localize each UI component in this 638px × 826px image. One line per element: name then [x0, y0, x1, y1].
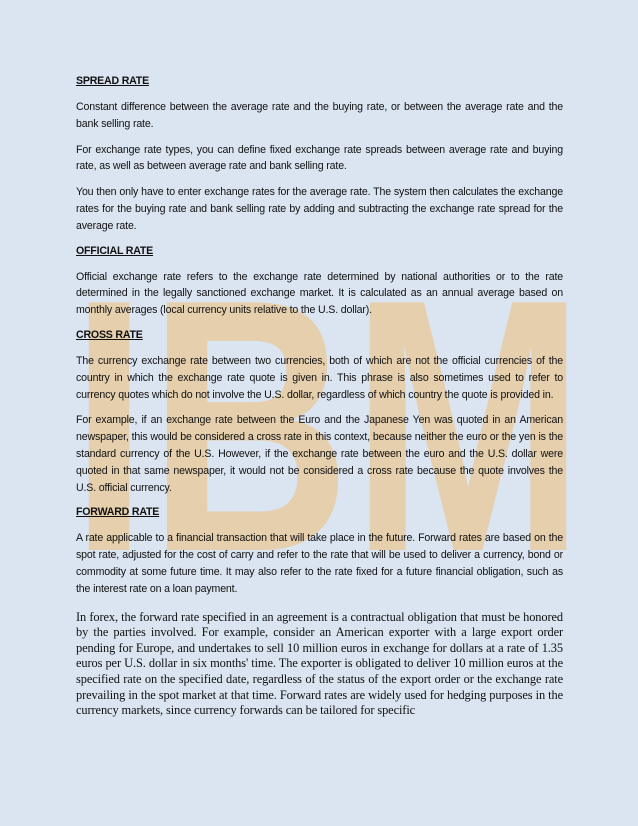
cross-rate-paragraph-2: For example, if an exchange rate between the Euro and the Japanese Yen was quoted in an American newspaper, this would be considered a cross rate in this context, because neither the euro or the yen is the standard currency of the U.S. However, if the exchange rate between the euro and the U.S. dollar were quoted in that same newspaper, it would not be considered a cross rate because the quote involves the U.S. official currency.: [76, 414, 563, 494]
section-spread-rate: [76, 74, 563, 235]
cross-rate-paragraph-1: The currency exchange rate between two currencies, both of which are not the official currencies of the country in which the exchange rate quote is given in. This phrase is also sometimes used to refer to currency quotes which do not involve the U.S. dollar, regardless of which country the quote is provided in.: [76, 354, 563, 401]
section-forward-rate: [76, 505, 563, 718]
spread-rate-paragraph-3: You then only have to enter exchange rates for the average rate. The system then calculates the exchange rates for the buying rate and bank selling rate by adding and subtracting the exchange rate spread for the average rate.: [76, 186, 563, 232]
official-rate-heading: OFFICIAL RATE: [76, 244, 154, 257]
section-cross-rate: [76, 328, 563, 496]
cross-rate-heading: CROSS RATE: [76, 328, 143, 341]
spread-rate-paragraph-1: Constant difference between the average rate and the buying rate, or between the average rate and the bank selling rate.: [76, 101, 563, 130]
official-rate-paragraph-1: Official exchange rate refers to the exchange rate determined by national authorities or to the rate determined in the legally sanctioned exchange market. It is calculated as an annual average based on monthly averages (local currency units relative to the U.S. dollar).: [76, 270, 563, 317]
forward-rate-paragraph-2: In forex, the forward rate specified in an agreement is a contractual obligation that must be honored by the parties involved. For example, consider an American exporter with a large export order pending for Europe, and undertakes to sell 10 million euros in exchange for dollars at a rate of 1.35 euros per U.S. dollar in six months' time. The exporter is obligated to deliver 10 million euros at the specified rate on the specified date, regardless of the status of the export order or the exchange rate prevailing in the spot market at that time. Forward rates are widely used for hedging purposes in the currency markets, since currency forwards can be tailored for specific: [76, 609, 563, 718]
spread-rate-paragraph-2: For exchange rate types, you can define fixed exchange rate spreads between average rate and buying rate, as well as between average rate and bank selling rate.: [76, 143, 563, 173]
forward-rate-heading: FORWARD RATE: [76, 506, 160, 519]
section-official-rate: [76, 244, 563, 319]
forward-rate-paragraph-1: A rate applicable to a financial transaction that will take place in the future. Forward rates are based on the spot rate, adjusted for the cost of carry and refer to the rate that will be used to deliver a currency, bond or commodity at some future time. It may also refer to the rate fixed for a future financial obligation, such as the interest rate on a loan payment.: [76, 532, 563, 595]
document-body: [76, 74, 563, 719]
ibm-watermark-text: IBM: [70, 228, 585, 558]
spread-rate-heading: SPREAD RATE: [76, 75, 149, 87]
